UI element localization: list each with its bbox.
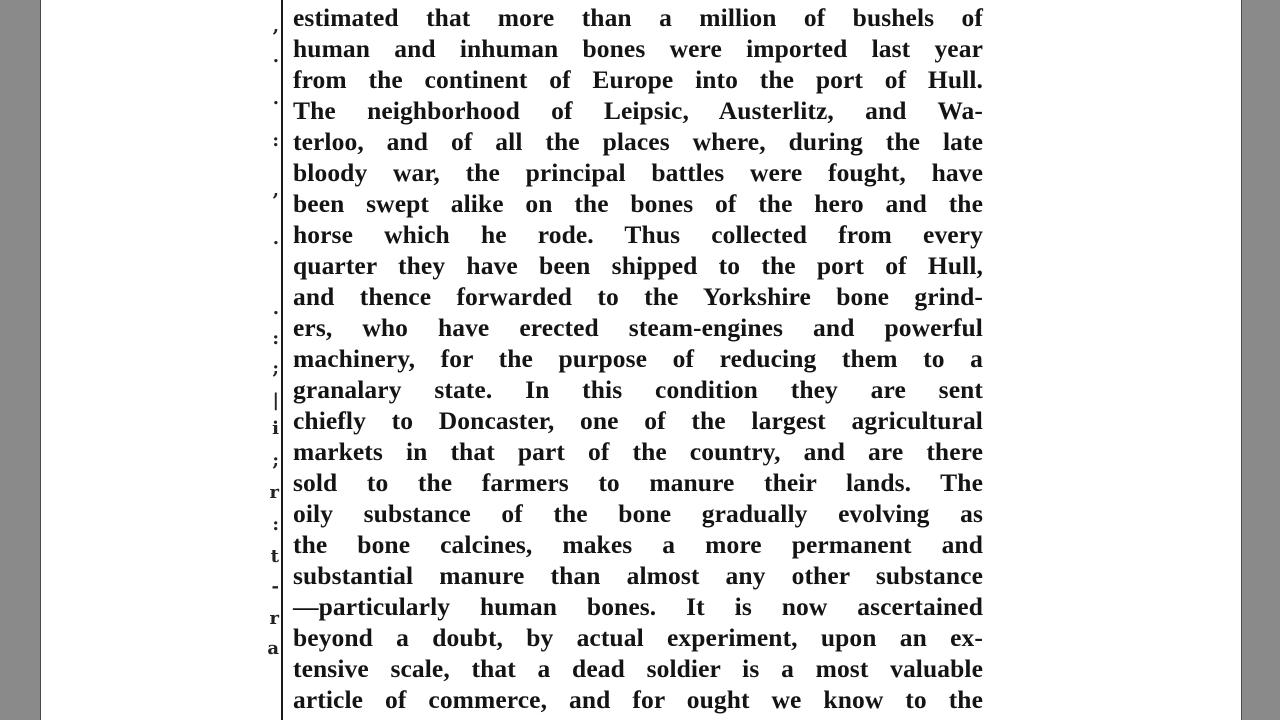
left-column-fragment: |: [272, 390, 279, 411]
left-column-fragment: .: [272, 88, 279, 109]
text-line: beyond a doubt, by actual experiment, upon an ex-: [293, 623, 983, 652]
left-column-fragment: .: [272, 46, 279, 67]
text-line: —particularly human bones. It is now ascertained: [293, 592, 983, 621]
article-text: [293, 2, 983, 715]
left-column-fragment: ,: [272, 16, 279, 37]
left-column-fragment: r: [269, 482, 279, 503]
left-column-fragment: :: [272, 514, 279, 535]
text-line: quarter they have been shipped to the port of Hull,: [293, 251, 983, 280]
text-line: and thence forwarded to the Yorkshire bone grind-: [293, 282, 983, 311]
text-line: markets in that part of the country, and are there: [293, 437, 983, 466]
left-column-fragment: -: [271, 576, 279, 597]
text-line: terloo, and of all the places where, during the late: [293, 127, 983, 156]
left-column-fragment: i: [272, 418, 279, 439]
left-column-fragment: .: [272, 298, 279, 319]
left-column-fragment: ,: [272, 180, 279, 201]
left-column-fragment: r: [269, 608, 279, 629]
left-column-fragment: :: [272, 328, 279, 349]
text-line: horse which he rode. Thus collected from every: [293, 220, 983, 249]
left-column-fragment: t: [270, 546, 279, 567]
text-line: estimated that more than a million of bushels of: [293, 3, 983, 32]
left-column-fragment: :: [272, 130, 279, 151]
text-line: human and inhuman bones were imported last year: [293, 34, 983, 63]
text-line: the bone calcines, makes a more permanent and: [293, 530, 983, 559]
text-line: machinery, for the purpose of reducing them to a: [293, 344, 983, 373]
text-line: sold to the farmers to manure their lands. The: [293, 468, 983, 497]
left-column-fragments: [263, 0, 279, 720]
left-column-fragment: a: [267, 638, 279, 659]
text-line: granalary state. In this condition they are sent: [293, 375, 983, 404]
text-line: from the continent of Europe into the port of Hull.: [293, 65, 983, 94]
text-line: chiefly to Doncaster, one of the largest agricultural: [293, 406, 983, 435]
text-line: bloody war, the principal battles were fought, have: [293, 158, 983, 187]
left-column-fragment: ;: [272, 358, 279, 379]
left-column-fragment: ;: [272, 450, 279, 471]
text-line: tensive scale, that a dead soldier is a most valuable: [293, 654, 983, 683]
newspaper-page: [40, 0, 1242, 720]
left-column-fragment: .: [272, 228, 279, 249]
text-line: substantial manure than almost any other substance: [293, 561, 983, 590]
text-line: The neighborhood of Leipsic, Austerlitz, and Wa-: [293, 96, 983, 125]
text-line: article of commerce, and for ought we know to the: [293, 685, 983, 714]
text-line: ers, who have erected steam-engines and powerful: [293, 313, 983, 342]
text-line: oily substance of the bone gradually evolving as: [293, 499, 983, 528]
text-line: been swept alike on the bones of the hero and the: [293, 189, 983, 218]
column-rule: [281, 0, 283, 720]
